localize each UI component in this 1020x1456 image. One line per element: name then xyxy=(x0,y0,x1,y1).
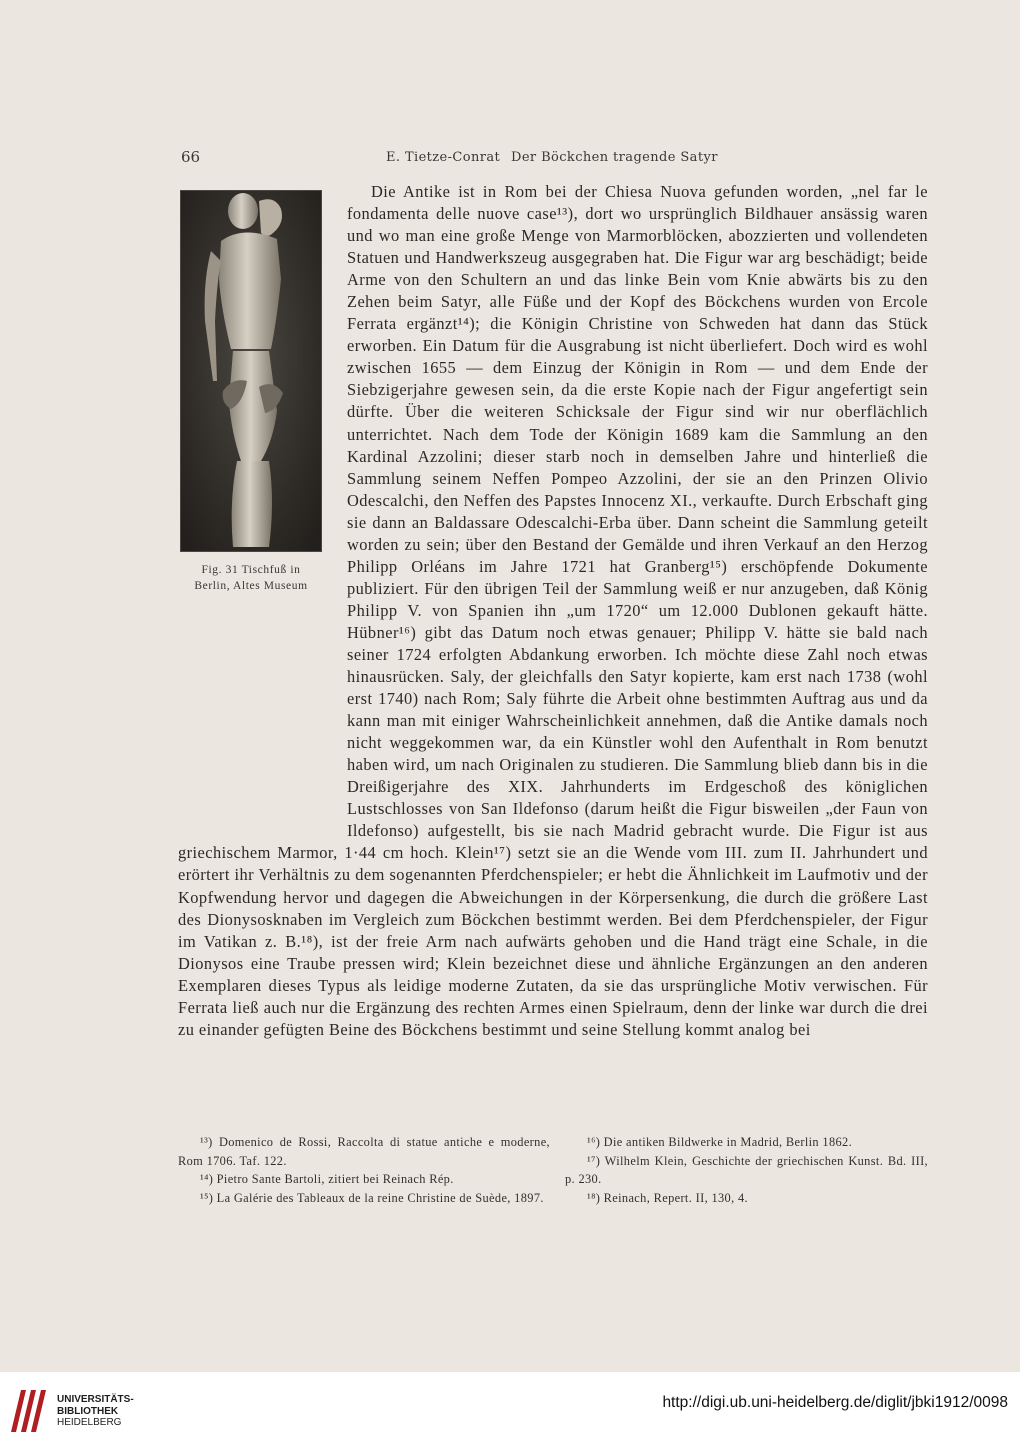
footnote-17: ¹⁷) Wilhelm Klein, Geschichte der griechischen Kunst. Bd. III, p. 230. xyxy=(565,1153,928,1186)
library-name-line-3: HEIDELBERG xyxy=(57,1417,122,1428)
caption-line-2: Berlin, Altes Museum xyxy=(194,580,308,592)
footnote-14: ¹⁴) Pietro Sante Bartoli, zitiert bei Reinach Rép. xyxy=(200,1172,454,1186)
library-name-line-2: BIBLIOTHEK xyxy=(57,1405,119,1417)
header-article-title: Der Böckchen tragende Satyr xyxy=(511,150,718,165)
footnote-16: ¹⁶) Die antiken Bildwerke in Madrid, Berlin 1862. xyxy=(587,1135,853,1149)
body-paragraph: Die Antike ist in Rom bei der Chiesa Nuova gefunden worden, „nel far le fondamenta delle nuove case¹³), dort wo ursprünglich Bildhauer ansässig waren und wo man eine große Menge von Marmorblöcken, abozzierten und vollendeten Statuen und Handwerkszeug ausgegraben hat. Die Figur war arg beschädigt; beide Arme von den Schultern an und das linke Bein vom Knie abwärts bis zu den Zehen beim Satyr, alle Füße und der Kopf des Böckchens wurden von Ercole Ferrata ergänzt¹⁴); die Königin Christine von Schweden hat dann das Stück erworben. Ein Datum für die Ausgrabung ist nicht überliefert. Doch wird es wohl zwischen 1655 — dem Einzug der Königin in Rom — und dem Ende der Siebzigerjahre gewesen sein, da die erste Kopie nach der Figur angefertigt sein dürfte. Über die weiteren Schicksale der Figur sind wir nur oberflächlich unterrichtet. Nach dem Tode der Königin 1689 kam die Sammlung an den Kardinal Azzolini; dieser starb noch in demselben Jahre und hinterließ die Sammlung seinem Neffen Pompeo Azzolini, der sie an den Prinzen Olivio Odescalchi, den Neffen des Papstes Innocenz XI., verkaufte. Durch Erbschaft ging sie dann an Baldassare Odescalchi-Erba über. Dann scheint die Sammlung geteilt worden zu sein; über den Bestand der Gemälde und ihren Verkauf an den Herzog Philipp Orléans im Jahre 1721 hat Granberg¹⁵) erschöpfende Dokumente publiziert. Für den übrigen Teil der Sammlung weiß er nur anzugeben, daß König Philipp V. von Spanien ihn „um 1720“ um 12.000 Dublonen gekauft hätte. Hübner¹⁶) gibt das Datum noch etwas genauer; Philipp V. hätte sie bald nach seiner 1724 erfolgten Abdankung erworben. Ich möchte diese Zahl noch etwas hinausrücken. Saly, der gleichfalls den Satyr kopierte, kam erst nach 1738 (wohl erst 1740) nach Rom; Saly führte die Arbeit ohne bestimmten Auftrag aus und da kann man mit einiger Wahrscheinlichkeit annehmen, daß die Antike damals noch nicht weggekommen war, da ein Künstler wohl den Aufenthalt in Rom benutzt haben wird, um nach Originalen zu studieren. Die Sammlung blieb dann bis in die Dreißigerjahre des XIX. Jahrhunderts im Erdgeschoß des königlichen Lustschlosses von San Ildefonso (darum heißt die Figur bisweilen „der Faun von Ildefonso) aufgestellt, bis sie nach Madrid gebracht wurde. Die Figur ist aus griechischem Marmor, 1·44 cm hoch. Klein¹⁷) setzt sie an die Wende vom III. zum II. Jahrhundert und erörtert ihr Verhältnis zu dem sogenannten Pferdchenspieler; er hebt die Ähnlichkeit im Laufmotiv und der Kopfwendung hervor und dagegen die Abweichungen in der Körpersenkung, die durch die größere Last des Dionysosknaben im Vergleich zum Böckchen bestimmt werden. Bei dem Pferdchenspieler, der Figur im Vatikan z. B.¹⁸), ist der freie Arm nach aufwärts gehoben und die Hand trägt eine Schale, in die Dionysos eine Traube pressen wird; Klein bezeichnet diese und ähnliche Ergänzungen an den anderen Exemplaren dieses Typus als leidige moderne Zutaten, da sie das ursprüngliche Motiv verwischen. Für Ferrata ließ auch nur die Ergänzung des rechten Armes einen Spielraum, denn der linke war durch die drei zu einander gefügten Beine des Böckchens bestimmt und seine Stellung kommt analog bei xyxy=(178,182,928,1039)
footnotes-left-column xyxy=(178,1133,550,1207)
caption-line-1: Fig. 31 Tischfuß in xyxy=(201,564,301,576)
footnote-13: ¹³) Domenico de Rossi, Raccolta di statue antiche e moderne, Rom 1706. Taf. 122. xyxy=(178,1135,550,1168)
main-text xyxy=(178,181,928,1041)
library-logo-icon xyxy=(9,1386,49,1434)
sculpture-photo xyxy=(180,190,322,552)
figure-caption xyxy=(180,562,322,594)
footnote-18: ¹⁸) Reinach, Repert. II, 130, 4. xyxy=(587,1190,748,1205)
header-author: E. Tietze-Conrat xyxy=(386,150,501,165)
page-number: 66 xyxy=(181,148,201,166)
source-url[interactable]: http://digi.ub.uni-heidelberg.de/diglit/jbki1912/0098 xyxy=(662,1394,1008,1411)
footnote-15: ¹⁵) La Galérie des Tableaux de la reine Christine de Suède, 1897. xyxy=(200,1190,544,1205)
footnotes-right-column xyxy=(565,1133,928,1207)
library-footer xyxy=(0,1372,1020,1456)
library-name-line-1: UNIVERSITÄTS- xyxy=(57,1394,134,1405)
figure-31 xyxy=(180,190,322,832)
library-name xyxy=(57,1394,134,1429)
running-header xyxy=(181,148,927,170)
